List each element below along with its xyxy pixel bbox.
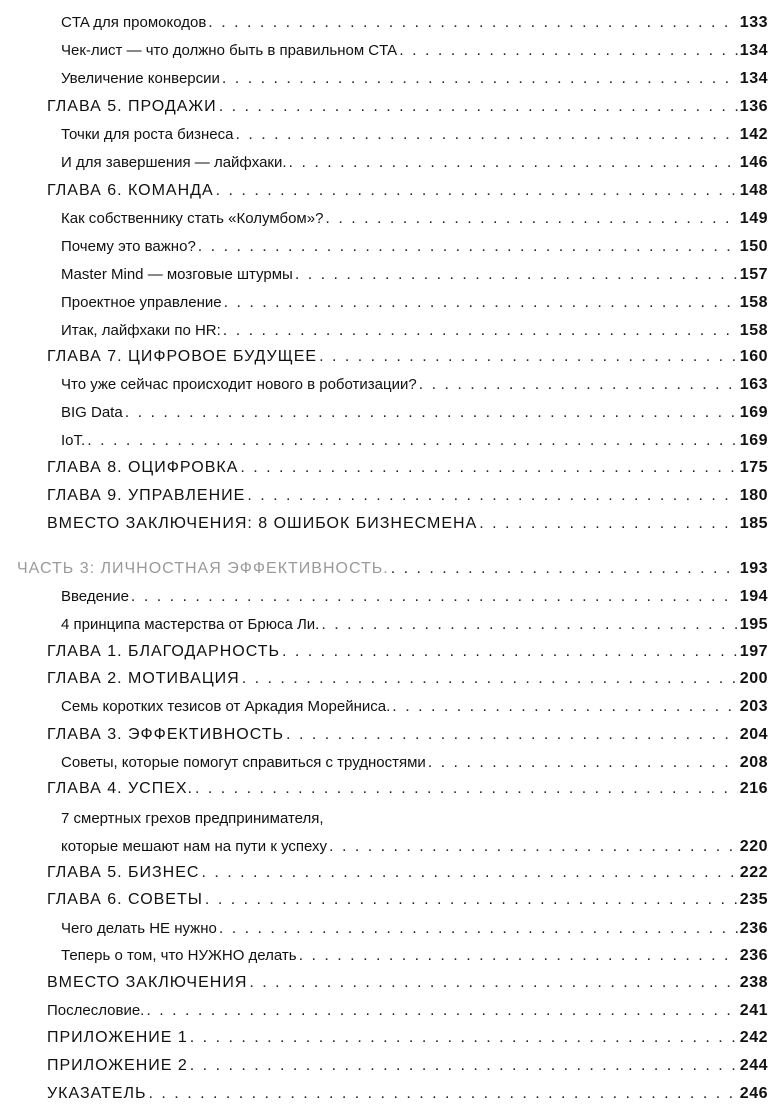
toc-chapter[interactable] [0,485,768,507]
leader-dots [242,668,738,690]
toc-chapter[interactable] [0,457,768,479]
toc-chapter[interactable] [0,180,768,202]
leader-dots [289,152,738,174]
toc-entry-page: 235 [739,891,768,908]
toc-entry-title: Введение [61,588,129,605]
toc-entry-title: Послесловие. [47,1002,145,1019]
toc-entry-title: ГЛАВА 5. БИЗНЕС [47,864,200,881]
toc-chapter[interactable] [0,346,768,368]
toc-entry-page: 197 [739,643,768,660]
leader-dots [198,236,738,258]
toc-entry-title: Чего делать НЕ нужно [61,920,217,937]
toc-entry-title: И для завершения — лайфхаки. [61,154,287,171]
toc-entry-page: 220 [739,838,768,855]
leader-dots [223,320,738,342]
toc-entry-title: ГЛАВА 4. УСПЕХ. [47,780,193,797]
toc-entry-page: 163 [739,376,768,393]
toc-chapter[interactable] [0,1055,768,1077]
toc-entry-title: ВМЕСТО ЗАКЛЮЧЕНИЯ: 8 ОШИБОК БИЗНЕСМЕНА [47,515,478,532]
leader-dots [321,614,737,636]
toc-entry[interactable] [0,374,768,396]
leader-dots [146,1000,737,1022]
leader-dots [299,945,738,967]
toc-entry[interactable] [0,1000,768,1022]
toc-entry[interactable] [0,124,768,146]
leader-dots [216,180,738,202]
toc-part-heading[interactable] [0,558,768,580]
toc-entry-page: 142 [739,126,768,143]
toc-entry-page: 169 [739,432,768,449]
toc-entry[interactable] [0,68,768,90]
toc-entry-title: ГЛАВА 6. СОВЕТЫ [47,891,203,908]
toc-entry-title: BIG Data [61,404,123,421]
toc-chapter[interactable] [0,668,768,690]
toc-entry-title: ГЛАВА 1. БЛАГОДАРНОСТЬ [47,643,280,660]
toc-chapter[interactable] [0,1027,768,1049]
toc-entry-page: 216 [739,780,768,797]
leader-dots [195,778,738,800]
toc-entry-title: Почему это важно? [61,238,196,255]
toc-entry-page: 180 [739,487,768,504]
leader-dots [329,836,738,858]
toc-entry-page: 136 [739,98,768,115]
toc-entry-page: 241 [739,1002,768,1019]
toc-entry[interactable] [0,430,768,452]
toc-entry-page: 244 [739,1057,768,1074]
toc-entry[interactable] [0,152,768,174]
toc-entry-title: ВМЕСТО ЗАКЛЮЧЕНИЯ [47,974,248,991]
toc-entry-page: 148 [739,182,768,199]
toc-entry-title: Теперь о том, что НУЖНО делать [61,947,297,964]
toc-entry-page: 185 [739,515,768,532]
toc-entry-title: Точки для роста бизнеса [61,126,234,143]
toc-entry-page: 242 [739,1029,768,1046]
toc-entry-page: 193 [739,560,768,577]
toc-entry[interactable] [0,945,768,967]
toc-entry-page: 133 [739,14,768,31]
toc-entry[interactable] [0,40,768,62]
toc-entry-title: Семь коротких тезисов от Аркадия Морейниса. [61,698,391,715]
toc-entry-title: УКАЗАТЕЛЬ [47,1085,147,1102]
toc-entry-title: ЧАСТЬ 3: ЛИЧНОСТНАЯ ЭФФЕКТИВНОСТЬ. [17,560,389,577]
toc-entry[interactable] [0,292,768,314]
toc-chapter[interactable] [0,862,768,884]
toc-entry-page: 134 [739,42,768,59]
toc-entry-page: 134 [739,70,768,87]
toc-entry-page: 194 [739,588,768,605]
toc-entry-title: Советы, которые помогут справиться с трудностями [61,754,426,771]
leader-dots [479,513,738,535]
leader-dots [399,40,738,62]
leader-dots [224,292,738,314]
toc-entry-title: Master Mind — мозговые штурмы [61,266,293,283]
leader-dots [125,402,738,424]
toc-entry-title: Как собственнику стать «Колумбом»? [61,210,324,227]
toc-entry-page: 158 [739,322,768,339]
leader-dots [419,374,738,396]
leader-dots [208,12,738,34]
toc-entry[interactable] [0,614,768,636]
toc-entry-title: ГЛАВА 2. МОТИВАЦИЯ [47,670,240,687]
leader-dots [286,724,738,746]
leader-dots [190,1055,738,1077]
leader-dots [249,972,737,994]
leader-dots [247,485,737,507]
toc-entry-page: 222 [739,864,768,881]
toc-entry[interactable] [0,208,768,230]
leader-dots [428,752,738,774]
toc-entry-page: 200 [739,670,768,687]
toc-entry-title: ГЛАВА 7. ЦИФРОВОЕ БУДУЩЕЕ [47,348,318,365]
toc-entry-page: 208 [739,754,768,771]
toc-entry-title: ГЛАВА 9. УПРАВЛЕНИЕ [47,487,246,504]
toc-entry-title: ГЛАВА 3. ЭФФЕКТИВНОСТЬ [47,726,285,743]
leader-dots [219,918,738,940]
leader-dots [219,96,738,118]
toc-chapter[interactable] [0,972,768,994]
toc-chapter[interactable] [0,641,768,663]
leader-dots [149,1083,738,1105]
toc-entry-title: Что уже сейчас происходит нового в роботизации? [61,376,417,393]
toc-entry-page: 149 [739,210,768,227]
toc-entry-page: 246 [739,1085,768,1102]
toc-entry-page: 236 [739,920,768,937]
leader-dots [222,68,738,90]
leader-dots [295,264,738,286]
toc-entry-title: Итак, лайфхаки по HR: [61,322,221,339]
toc-entry-title: 4 принципа мастерства от Брюса Ли. [61,616,320,633]
leader-dots [282,641,738,663]
leader-dots [325,208,737,230]
toc-chapter[interactable] [0,778,768,800]
toc-entry-page: 175 [739,459,768,476]
toc-entry-title: ГЛАВА 8. ОЦИФРОВКА [47,459,239,476]
toc-chapter[interactable] [0,889,768,911]
toc-entry-page: 157 [739,266,768,283]
toc-entry-title: ГЛАВА 5. ПРОДАЖИ [47,98,217,115]
toc-chapter[interactable] [0,724,768,746]
toc-entry-page: 160 [739,348,768,365]
leader-dots [319,346,738,368]
toc-entry[interactable] [0,402,768,424]
toc-entry-page: 146 [739,154,768,171]
toc-entry[interactable] [0,264,768,286]
toc-entry-page: 158 [739,294,768,311]
toc-entry[interactable] [0,918,768,940]
toc-entry-title: CTA для промокодов [61,14,207,31]
leader-dots [190,1027,738,1049]
leader-dots [205,889,738,911]
toc-entry-title: Проектное управление [61,294,222,311]
toc-entry-title: Увеличение конверсии [61,70,220,87]
toc-entry-page: 195 [739,616,768,633]
leader-dots [392,696,738,718]
toc-entry[interactable] [0,586,768,608]
toc-entry-page: 238 [739,974,768,991]
toc-entry-title-line1: 7 смертных грехов предпринимателя, [61,810,324,827]
toc-entry-page: 169 [739,404,768,421]
leader-dots [87,430,738,452]
toc-entry-title: Чек-лист — что должно быть в правильном CTA [61,42,398,59]
toc-entry-page: 150 [739,238,768,255]
toc-entry-title: ГЛАВА 6. КОМАНДА [47,182,214,199]
toc-entry-title: ПРИЛОЖЕНИЕ 1 [47,1029,188,1046]
toc-entry-page: 236 [739,947,768,964]
toc-entry[interactable] [0,752,768,774]
toc-entry-page: 204 [739,726,768,743]
toc-entry-page: 203 [739,698,768,715]
toc-chapter[interactable] [0,513,768,535]
leader-dots [131,586,738,608]
leader-dots [235,124,737,146]
toc-chapter[interactable] [0,1083,768,1105]
toc-entry[interactable] [0,236,768,258]
toc-entry-title: ПРИЛОЖЕНИЕ 2 [47,1057,188,1074]
toc-entry[interactable] [0,320,768,342]
leader-dots [240,457,737,479]
toc-chapter[interactable] [0,96,768,118]
toc-entry[interactable] [0,696,768,718]
toc-entry[interactable] [0,12,768,34]
leader-dots [201,862,737,884]
toc-entry[interactable] [0,836,768,858]
toc-entry-title: которые мешают нам на пути к успеху [61,838,328,855]
toc-entry-title: IoT. [61,432,86,449]
leader-dots [391,558,738,580]
